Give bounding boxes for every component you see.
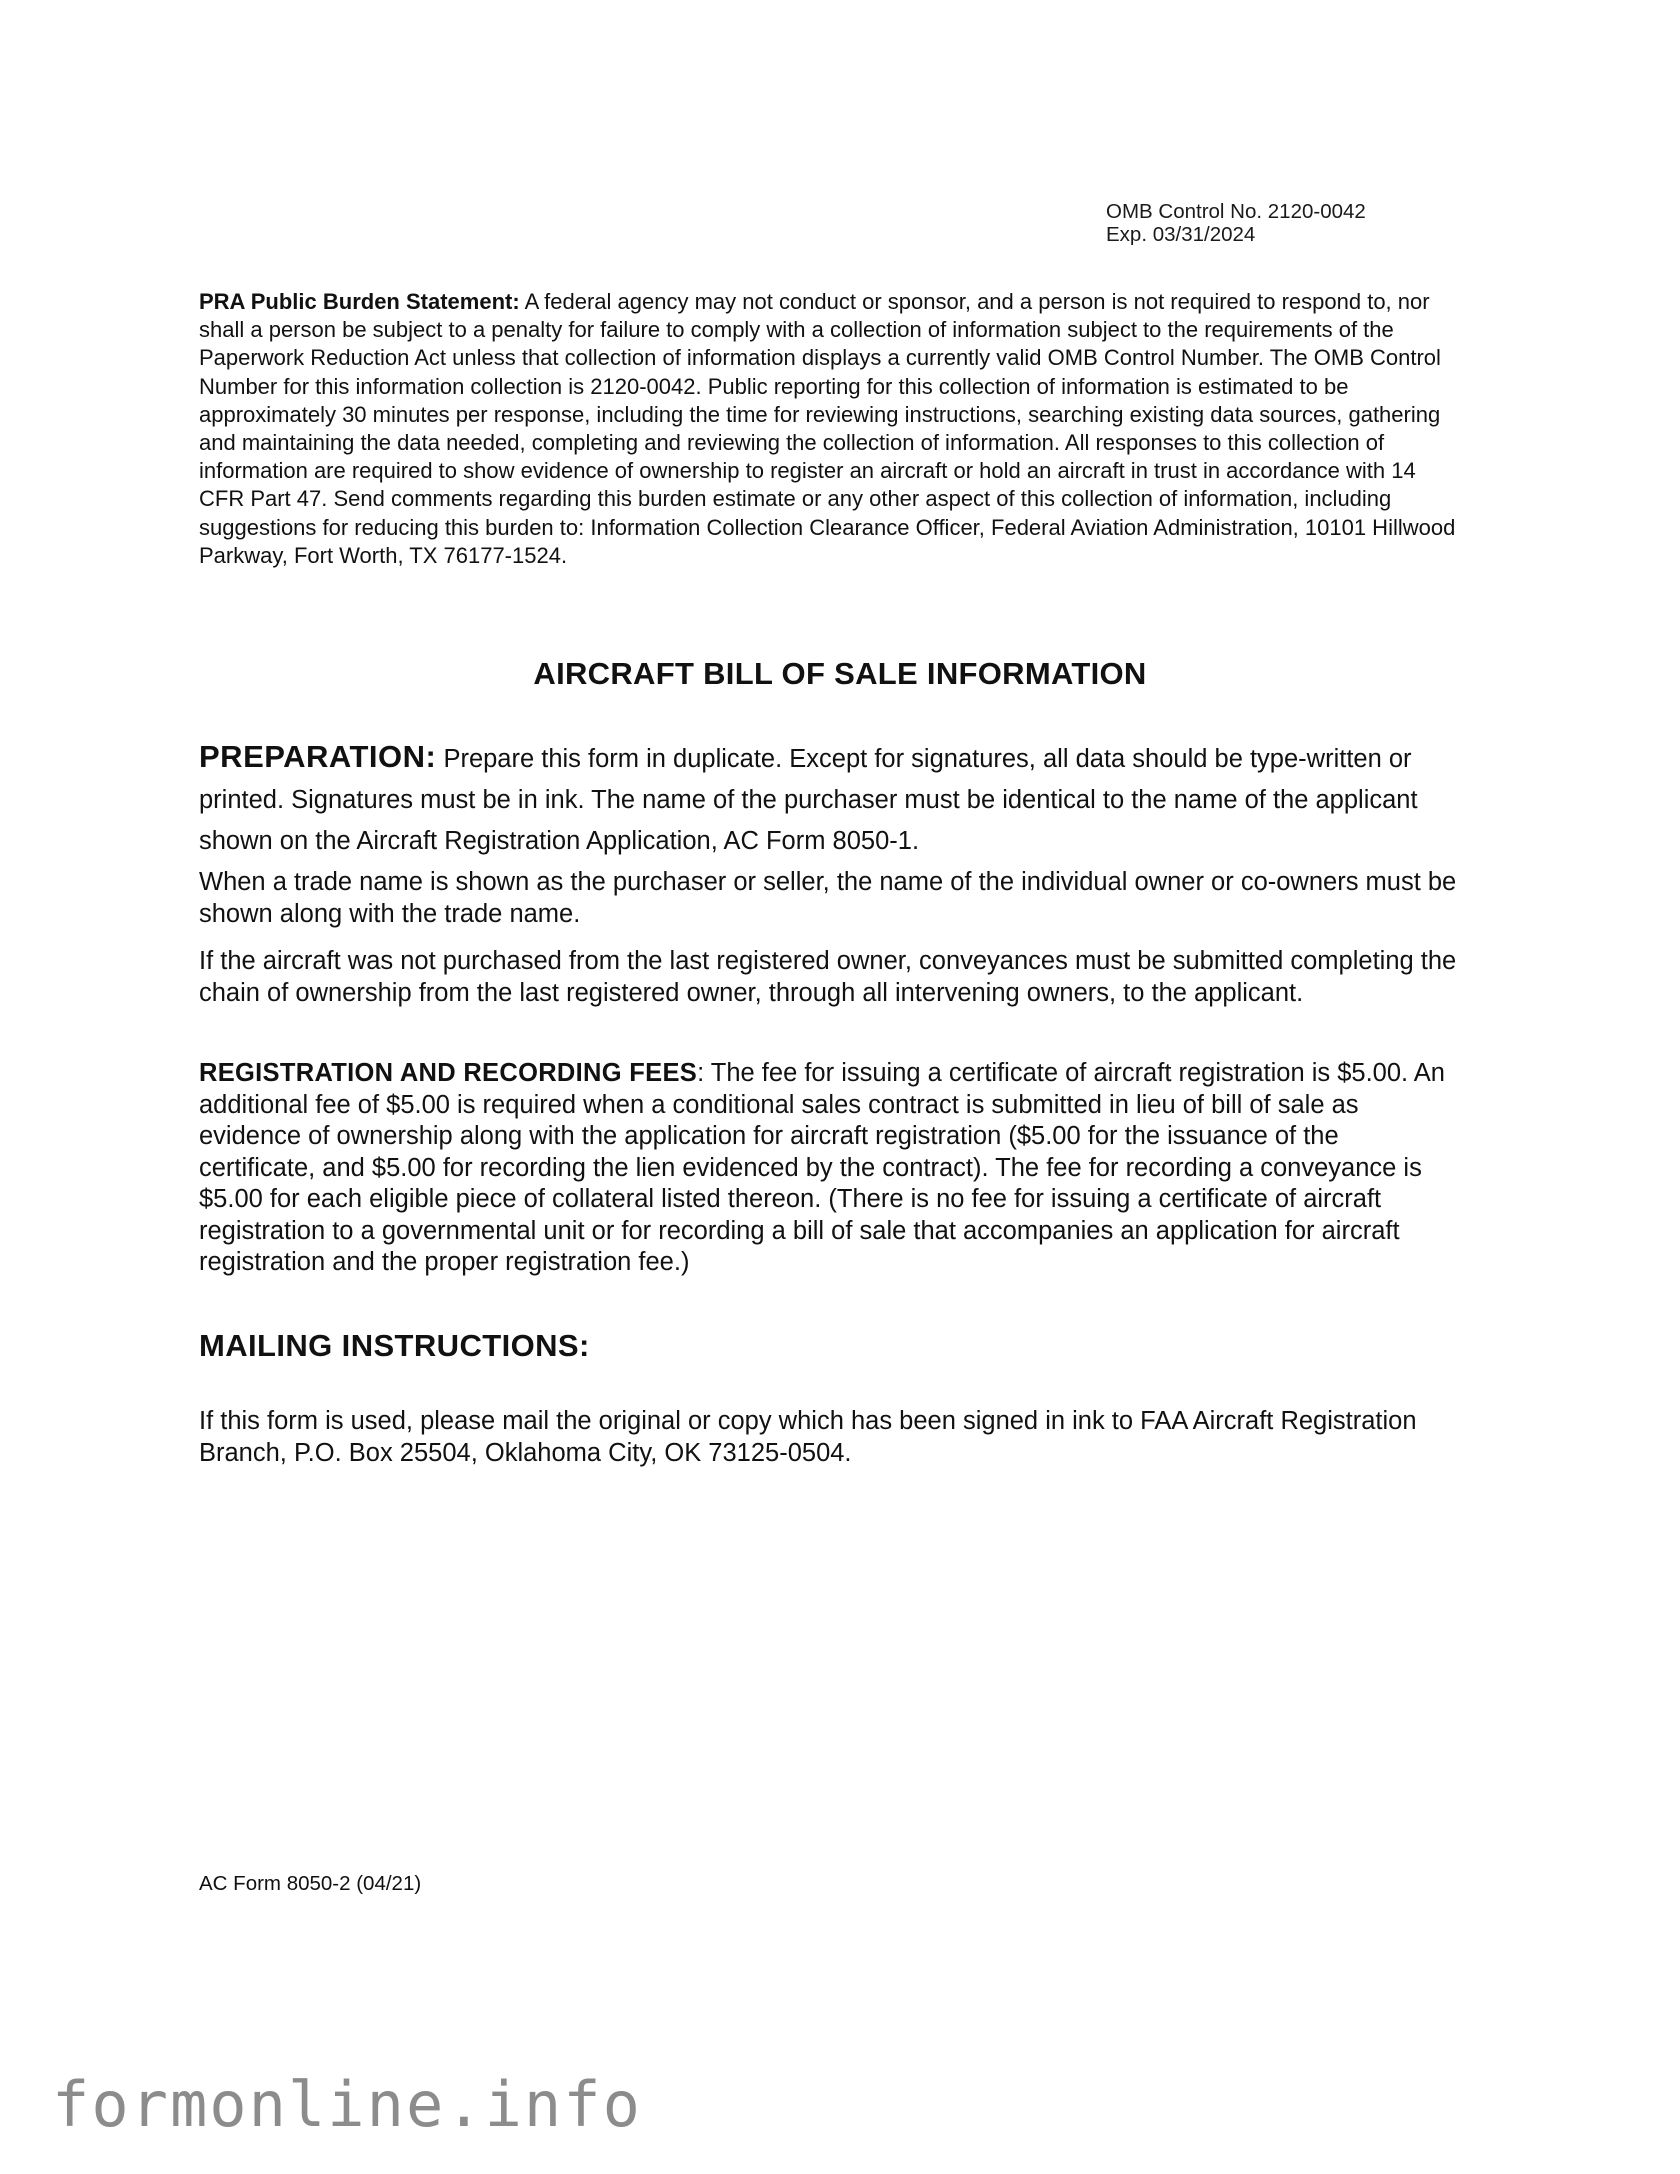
burden-statement [199,288,1461,570]
fees-heading: REGISTRATION AND RECORDING FEES [199,1059,698,1087]
omb-control-number: OMB Control No. 2120-0042 [1106,200,1366,223]
page-title: AIRCRAFT BILL OF SALE INFORMATION [533,656,1147,691]
watermark: formonline.info [52,2068,642,2141]
fees-text: : The fee for issuing a certificate of aircraft registration is $5.00. An additional fee of $5.00 is required when a conditional sales contract is submitted in lieu of bill of sale as evidence of ownership along with the application for aircraft registration ($5.00 for the issuance of the certificate, and $5.00 for recording the lien evidenced by the contract). The fee for recording a conveyance is $5.00 for each eligible piece of collateral listed thereon. (There is no fee for issuing a certificate of aircraft registration to a governmental unit or for recording a bill of sale that accompanies an application for aircraft registration and the proper registration fee.) [199,1059,1445,1276]
preparation-text: Prepare this form in duplicate. Except for signatures, all data should be type-written or printed. Signatures must be in ink. The name of the purchaser must be identical to the name of the applicant shown on the Aircraft Registration Application, AC Form 8050-1. [199,745,1418,855]
burden-statement-lead: PRA Public Burden Statement: [199,289,520,314]
form-identifier: AC Form 8050-2 (04/21) [199,1872,422,1895]
burden-statement-text: A federal agency may not conduct or sponsor, and a person is not required to respond to, nor shall a person be subject to a penalty for failure to comply with a collection of information subject to the requirements of the Paperwork Reduction Act unless that collection of information displays a currently valid OMB Control Number. The OMB Control Number for this information collection is 2120-0042. Public reporting for this collection of information is estimated to be approximately 30 minutes per response, including the time for reviewing instructions, searching existing data sources, gathering and maintaining the data needed, completing and reviewing the collection of information. All responses to this collection of information are required to show evidence of ownership to register an aircraft or hold an aircraft in trust in accordance with 14 CFR Part 47. Send comments regarding this burden estimate or any other aspect of this collection of information, including suggestions for reducing this burden to: Information Collection Clearance Officer, Federal Aviation Administration, 10101 Hillwood Parkway, Fort Worth, TX 76177-1524. [199,289,1456,568]
chain-of-ownership-paragraph: If the aircraft was not purchased from the last registered owner, conveyances must be submitted completing the chain of ownership from the last registered owner, through all intervening owners, to the applicant. [199,947,1457,1007]
preparation-section [199,736,1461,862]
fees-section [199,1058,1461,1279]
mailing-heading: MAILING INSTRUCTIONS: [199,1328,590,1363]
preparation-heading: PREPARATION: [199,739,437,774]
omb-block [1106,200,1366,246]
mailing-text: If this form is used, please mail the original or copy which has been signed in ink to FAA Aircraft Registration Branch, P.O. Box 25504, Oklahoma City, OK 73125-0504. [199,1407,1417,1467]
trade-name-paragraph: When a trade name is shown as the purchaser or seller, the name of the individual owner or co-owners must be shown along with the trade name. [199,868,1457,928]
omb-expiration: Exp. 03/31/2024 [1106,223,1256,246]
